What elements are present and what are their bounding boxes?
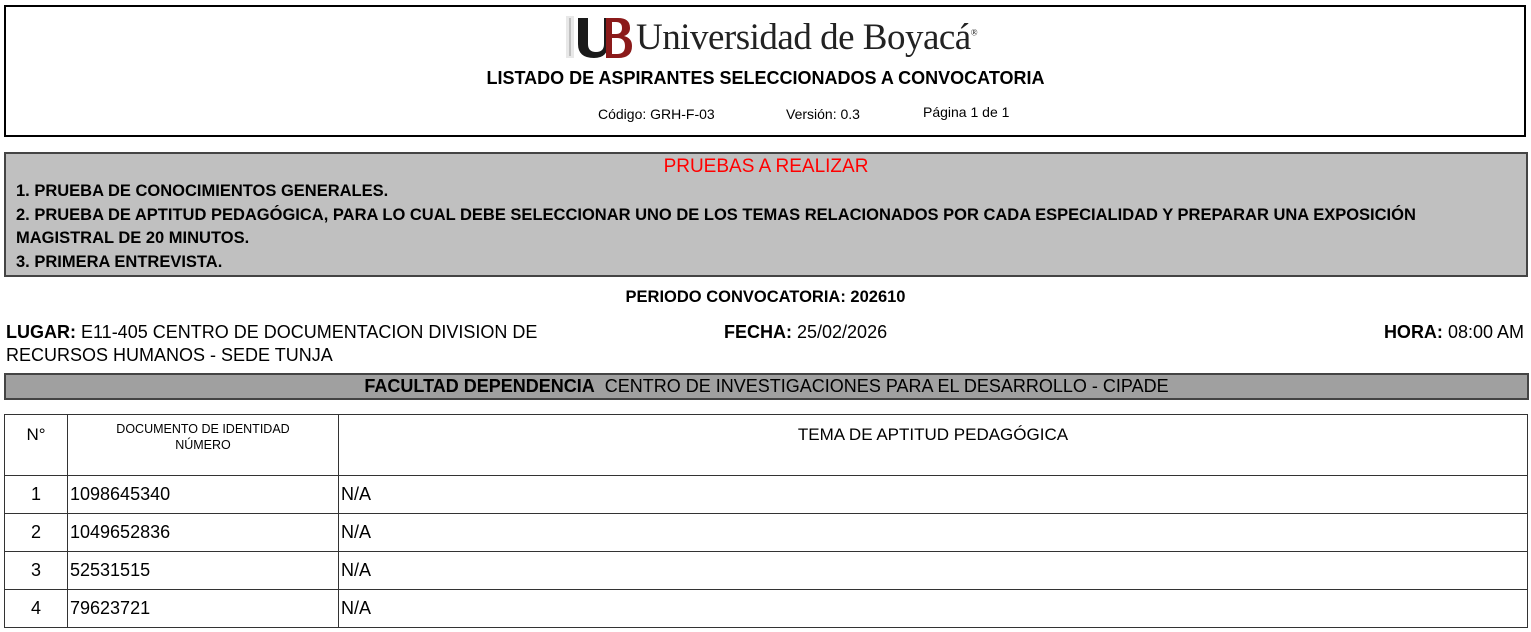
cell-num: 4 xyxy=(5,590,68,628)
version-label: Versión: 0.3 xyxy=(786,106,860,122)
hora-label: HORA: xyxy=(1383,322,1443,342)
fecha-value: 25/02/2026 xyxy=(792,322,888,342)
header-doc-line2: NÚMERO xyxy=(175,438,231,452)
table-row xyxy=(5,476,1528,514)
fecha-field xyxy=(724,322,887,343)
prueba-item: 2. PRUEBA DE APTITUD PEDAGÓGICA, PARA LO CUAL DEBE SELECCIONAR UNO DE LOS TEMAS RELACIONADOS POR CADA ESPECIALIDAD Y PREPARAR UNA EXPOSICIÓN xyxy=(16,206,1416,224)
lugar-line2: RECURSOS HUMANOS - SEDE TUNJA xyxy=(6,345,333,365)
header-num: N° xyxy=(5,415,68,476)
aspirantes-table xyxy=(4,414,1528,628)
facultad-label: FACULTAD DEPENDENCIA xyxy=(364,376,595,396)
header-doc-line1: DOCUMENTO DE IDENTIDAD xyxy=(116,422,290,436)
codigo-label: Código: GRH-F-03 xyxy=(598,106,715,122)
logo-wordmark: Universidad de Boyacá® xyxy=(636,16,978,58)
pagina-label: Página 1 de 1 xyxy=(923,104,1010,120)
cell-tema: N/A xyxy=(339,514,1528,552)
cell-num: 2 xyxy=(5,514,68,552)
cell-tema: N/A xyxy=(339,590,1528,628)
header-documento xyxy=(68,415,339,476)
table-row xyxy=(5,514,1528,552)
prueba-item: 1. PRUEBA DE CONOCIMIENTOS GENERALES. xyxy=(16,182,389,200)
hora-value: 08:00 AM xyxy=(1442,322,1524,342)
hora-field xyxy=(1384,322,1524,343)
table-header-row xyxy=(5,415,1528,476)
cell-documento: 52531515 xyxy=(68,552,339,590)
cell-documento: 1098645340 xyxy=(68,476,339,514)
document-title: LISTADO DE ASPIRANTES SELECCIONADOS A CONVOCATORIA xyxy=(486,68,1045,88)
facultad-value: CENTRO DE INVESTIGACIONES PARA EL DESARROLLO - CIPADE xyxy=(604,376,1169,396)
university-logo xyxy=(566,13,977,61)
cell-num: 1 xyxy=(5,476,68,514)
ub-monogram-icon xyxy=(566,14,634,60)
periodo-convocatoria: PERIODO CONVOCATORIA: 202610 xyxy=(625,288,906,306)
cell-tema: N/A xyxy=(339,552,1528,590)
fecha-label: FECHA: xyxy=(724,322,792,342)
table-row xyxy=(5,590,1528,628)
table-row xyxy=(5,552,1528,590)
lugar-value: E11-405 CENTRO DE DOCUMENTACION DIVISION DE xyxy=(76,322,538,342)
cell-documento: 79623721 xyxy=(68,590,339,628)
facultad-dependencia-bar xyxy=(4,373,1529,400)
prueba-item: 3. PRIMERA ENTREVISTA. xyxy=(16,253,223,271)
pruebas-panel xyxy=(4,152,1528,277)
lugar-label: LUGAR: xyxy=(6,322,76,342)
lugar-line1 xyxy=(6,322,537,343)
cell-tema: N/A xyxy=(339,476,1528,514)
prueba-item: MAGISTRAL DE 20 MINUTOS. xyxy=(16,229,250,247)
cell-num: 3 xyxy=(5,552,68,590)
cell-documento: 1049652836 xyxy=(68,514,339,552)
pruebas-title: PRUEBAS A REALIZAR xyxy=(663,156,869,177)
header-tema: TEMA DE APTITUD PEDAGÓGICA xyxy=(339,415,1528,476)
